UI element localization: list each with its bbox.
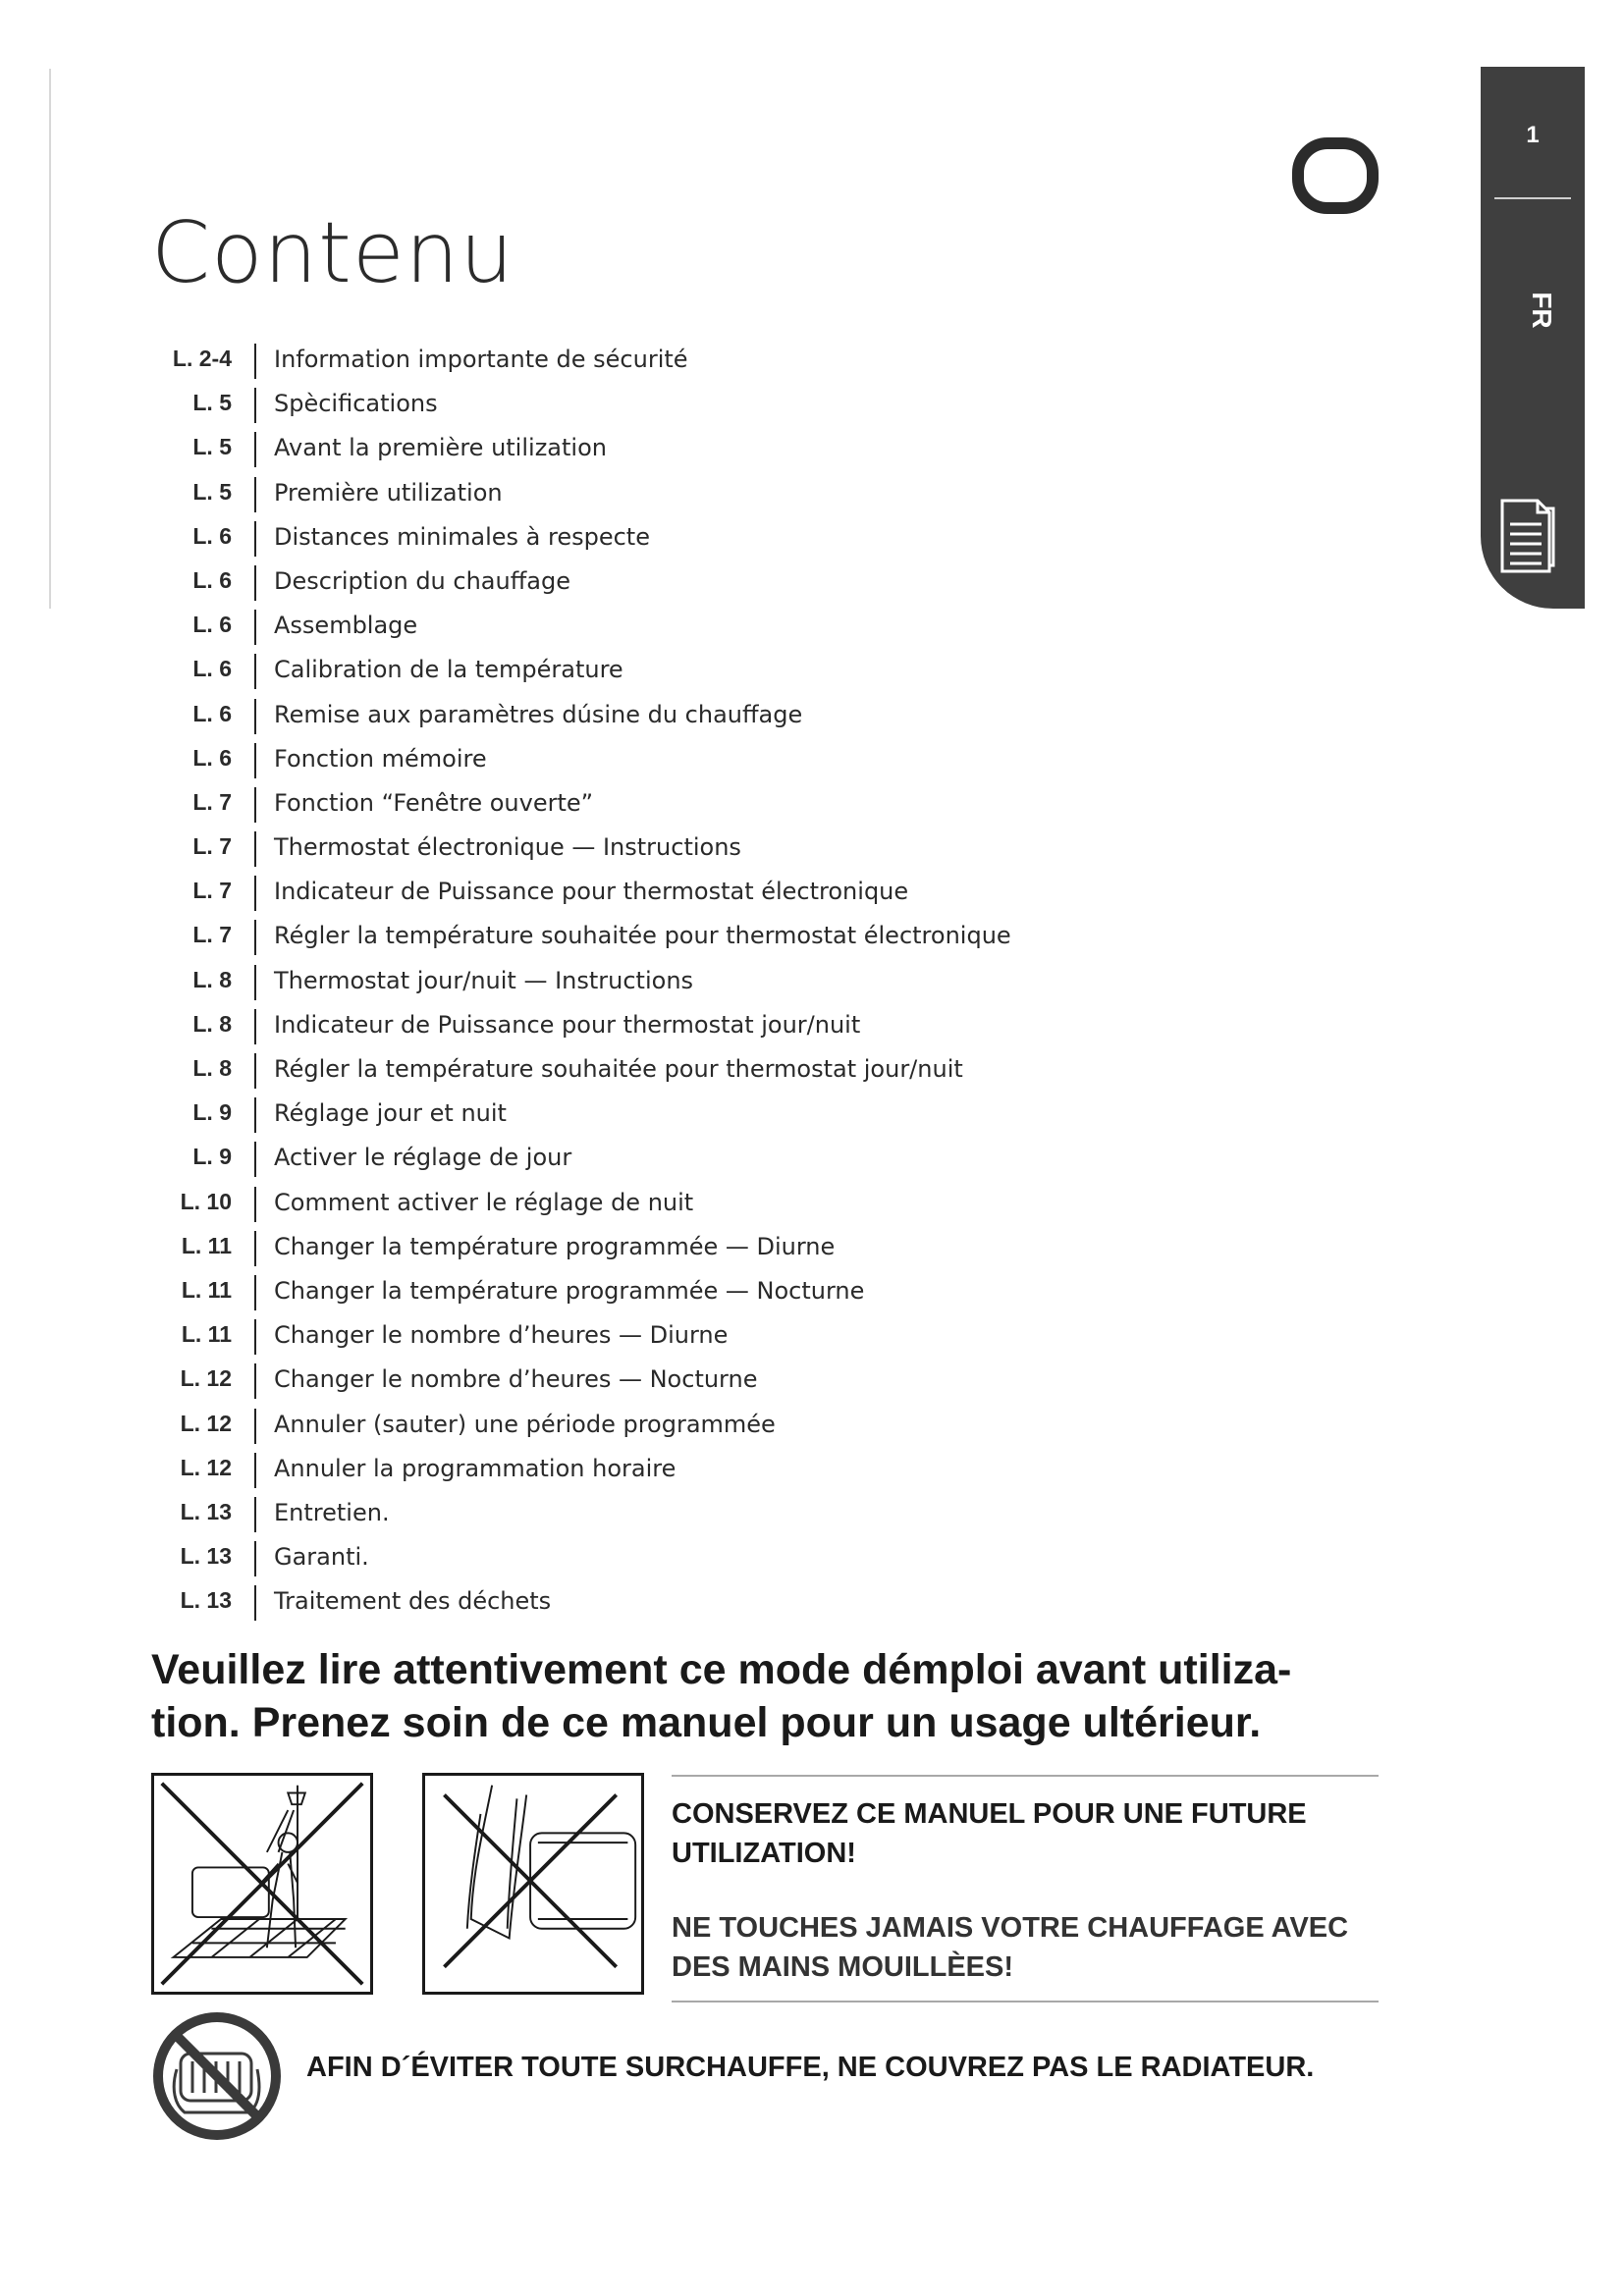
toc-item (147, 693, 1031, 737)
toc-separator (254, 965, 256, 1000)
toc-title: Assemblage (274, 612, 418, 640)
toc-page-ref: L. 11 (181, 1232, 232, 1258)
toc-page-ref: L. 8 (192, 1055, 232, 1081)
toc-item (147, 737, 1031, 781)
toc-title: Réglage jour et nuit (274, 1099, 507, 1128)
toc-page-ref: L. 7 (192, 833, 232, 860)
toc-separator (254, 1142, 256, 1177)
toc-item (147, 1447, 1031, 1491)
toc-item (147, 560, 1031, 604)
toc-page-ref: L. 11 (181, 1276, 232, 1303)
toc-item (147, 604, 1031, 648)
toc-title: Régler la température souhaitée pour thermostat électronique (274, 922, 1011, 950)
toc-item (147, 959, 1031, 1003)
tab-divider (1494, 197, 1571, 199)
toc-separator (254, 1009, 256, 1044)
warnings-box (672, 1775, 1379, 2002)
toc-item (147, 870, 1031, 914)
toc-page-ref: L. 7 (192, 878, 232, 904)
toc-title: Annuler (sauter) une période programmée (274, 1410, 776, 1438)
toc-separator (254, 1363, 256, 1399)
toc-separator (254, 1541, 256, 1576)
toc-item (147, 914, 1031, 958)
toc-separator (254, 521, 256, 557)
toc-title: Calibration de la température (274, 656, 623, 684)
toc-separator (254, 388, 256, 423)
toc-title: Première utilization (274, 478, 503, 507)
toc-separator (254, 1453, 256, 1488)
toc-page-ref: L. 5 (192, 390, 232, 416)
toc-page-ref: L. 6 (192, 656, 232, 682)
toc-separator (254, 1497, 256, 1532)
no-wet-hands-icon (422, 1773, 644, 1995)
toc-page-ref: L. 5 (192, 478, 232, 505)
toc-item (147, 1358, 1031, 1402)
toc-item (147, 382, 1031, 426)
toc-title: Remise aux paramètres dúsine du chauffage (274, 700, 803, 728)
toc-item (147, 1181, 1031, 1225)
keep-manual-warning: CONSERVEZ CE MANUEL POUR UNE FUTURE UTILIZATION! (672, 1798, 1307, 1869)
toc-page-ref: L. 13 (180, 1498, 232, 1524)
no-cover-warning: AFIN D´ÉVITER TOUTE SURCHAUFFE, NE COUVREZ PAS LE RADIATEUR. (306, 2052, 1315, 2083)
toc-title: Changer la température programmée — Nocturne (274, 1276, 865, 1305)
toc-separator (254, 1097, 256, 1133)
toc-separator (254, 344, 256, 379)
toc-separator (254, 787, 256, 823)
toc-page-ref: L. 13 (180, 1543, 232, 1570)
toc-page-ref: L. 10 (180, 1188, 232, 1214)
toc-page-ref: L. 12 (180, 1454, 232, 1480)
toc-item (147, 1225, 1031, 1269)
toc-item (147, 426, 1031, 470)
toc-item (147, 1535, 1031, 1579)
toc-page-ref: L. 6 (192, 700, 232, 726)
read-manual-notice: Veuillez lire attentivement ce mode démploi avant utiliza-tion. Prenez soin de ce manuel pour un usage ultérieur. (151, 1646, 1292, 1746)
toc-separator (254, 1319, 256, 1355)
toc-separator (254, 1231, 256, 1266)
brand-logo-icon (1292, 137, 1379, 214)
language-label: FR (1527, 292, 1557, 329)
toc-item (147, 648, 1031, 692)
toc-page-ref: L. 7 (192, 922, 232, 948)
toc-title: Changer la température programmée — Diurne (274, 1232, 836, 1260)
divider (672, 1775, 1379, 1777)
toc-title: Entretien. (274, 1498, 390, 1526)
toc-separator (254, 1585, 256, 1621)
toc-item (147, 471, 1031, 515)
toc-page-ref: L. 8 (192, 1010, 232, 1037)
toc-page-ref: L. 5 (192, 434, 232, 460)
page-title: Contenu (151, 204, 514, 302)
toc-item (147, 826, 1031, 870)
toc-title: Annuler la programmation horaire (274, 1454, 677, 1482)
toc-title: Garanti. (274, 1543, 369, 1572)
toc-item (147, 1491, 1031, 1535)
toc-item (147, 781, 1031, 826)
toc-title: Fonction mémoire (274, 744, 487, 773)
toc-page-ref: L. 6 (192, 612, 232, 638)
toc-separator (254, 1409, 256, 1444)
toc-separator (254, 1053, 256, 1089)
toc-separator (254, 699, 256, 734)
toc-title: Spècifications (274, 390, 438, 418)
toc-separator (254, 610, 256, 645)
toc-separator (254, 876, 256, 911)
toc-title: Changer le nombre d’heures — Nocturne (274, 1365, 758, 1394)
toc-page-ref: L. 13 (180, 1587, 232, 1614)
table-of-contents (147, 338, 1031, 1624)
toc-separator (254, 432, 256, 467)
toc-item (147, 1136, 1031, 1180)
document-icon (1500, 495, 1563, 577)
toc-separator (254, 1187, 256, 1222)
toc-title: Traitement des déchets (274, 1587, 552, 1616)
toc-page-ref: L. 11 (181, 1321, 232, 1348)
toc-title: Avant la première utilization (274, 434, 607, 462)
toc-separator (254, 565, 256, 601)
toc-page-ref: L. 6 (192, 522, 232, 549)
margin-rule (49, 69, 51, 609)
no-shower-use-icon (151, 1773, 373, 1995)
toc-item (147, 1269, 1031, 1313)
page-number: 1 (1526, 122, 1540, 148)
toc-page-ref: L. 7 (192, 788, 232, 815)
toc-page-ref: L. 9 (192, 1099, 232, 1126)
toc-item (147, 1579, 1031, 1624)
toc-separator (254, 477, 256, 512)
do-not-cover-icon (151, 2010, 283, 2142)
toc-title: Indicateur de Puissance pour thermostat électronique (274, 878, 909, 906)
divider (672, 2001, 1379, 2002)
toc-item (147, 515, 1031, 560)
toc-title: Activer le réglage de jour (274, 1144, 572, 1172)
wet-hands-warning: NE TOUCHES JAMAIS VOTRE CHAUFFAGE AVEC DES MAINS MOUILLÈES! (672, 1912, 1349, 1983)
toc-page-ref: L. 6 (192, 566, 232, 593)
toc-separator (254, 920, 256, 955)
toc-page-ref: L. 2-4 (172, 346, 232, 371)
side-tab (1481, 67, 1585, 609)
toc-separator (254, 1275, 256, 1310)
toc-title: Information importante de sécurité (274, 346, 688, 373)
toc-item (147, 1403, 1031, 1447)
toc-item (147, 1313, 1031, 1358)
toc-page-ref: L. 8 (192, 966, 232, 992)
toc-title: Description du chauffage (274, 566, 570, 595)
toc-item (147, 1047, 1031, 1092)
toc-item (147, 1092, 1031, 1136)
toc-title: Distances minimales à respecte (274, 522, 650, 551)
toc-page-ref: L. 12 (180, 1365, 232, 1392)
toc-separator (254, 654, 256, 689)
toc-title: Indicateur de Puissance pour thermostat jour/nuit (274, 1010, 861, 1039)
toc-separator (254, 743, 256, 778)
toc-page-ref: L. 6 (192, 744, 232, 771)
toc-title: Thermostat électronique — Instructions (274, 833, 741, 862)
toc-title: Thermostat jour/nuit — Instructions (274, 966, 694, 994)
toc-item (147, 338, 1031, 382)
toc-title: Comment activer le réglage de nuit (274, 1188, 694, 1216)
toc-title: Changer le nombre d’heures — Diurne (274, 1321, 729, 1350)
toc-item (147, 1003, 1031, 1047)
toc-page-ref: L. 9 (192, 1144, 232, 1170)
toc-page-ref: L. 12 (180, 1410, 232, 1436)
toc-title: Fonction “Fenêtre ouverte” (274, 788, 594, 817)
toc-title: Régler la température souhaitée pour thermostat jour/nuit (274, 1055, 963, 1083)
toc-separator (254, 831, 256, 867)
